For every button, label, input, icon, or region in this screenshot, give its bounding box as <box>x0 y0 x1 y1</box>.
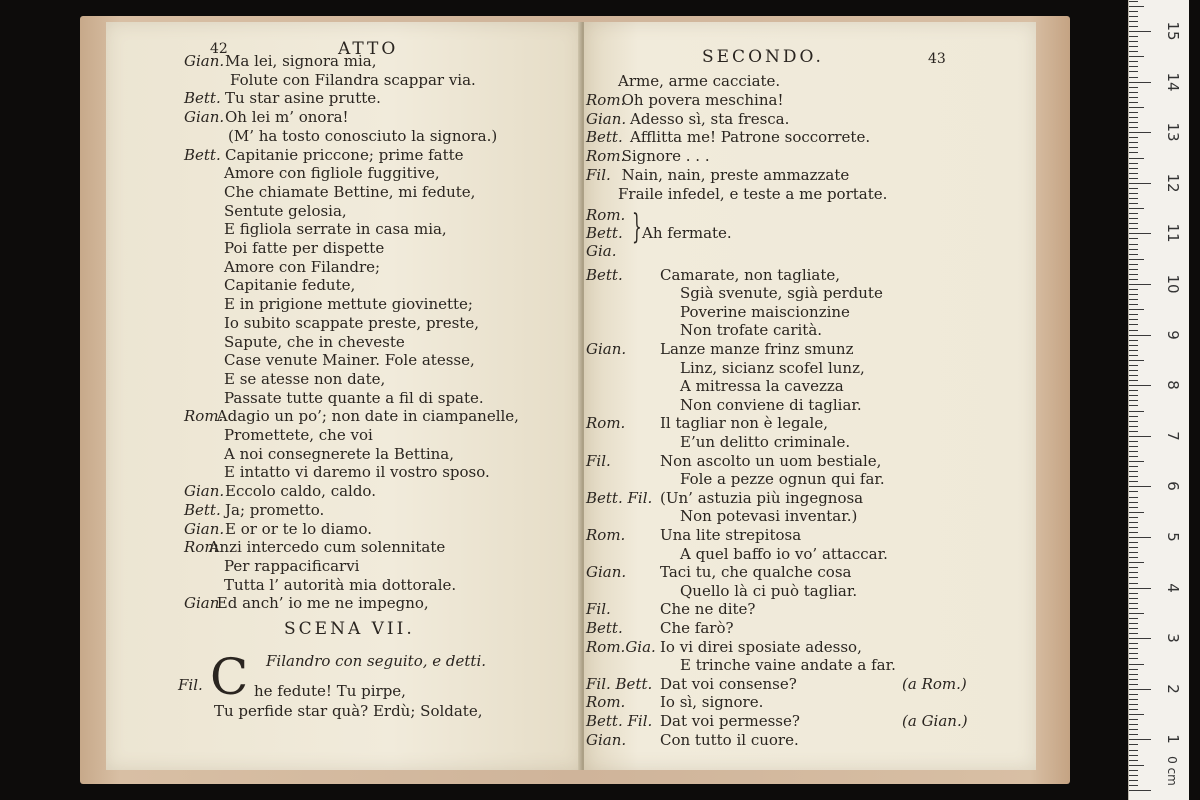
ruler-tick <box>1129 593 1138 594</box>
ruler-tick <box>1129 259 1144 260</box>
dialogue-line: E figliola serrate in casa mia, <box>224 220 447 239</box>
dialogue-line: Passate tutte quante a fil di spate. <box>224 388 484 407</box>
ruler-tick <box>1129 87 1138 88</box>
ruler-tick <box>1129 643 1138 644</box>
ruler-tick <box>1129 577 1138 578</box>
ruler-tick <box>1129 598 1138 599</box>
ruler-tick <box>1129 436 1151 437</box>
dialogue-line: Ma lei, signora mia, <box>225 52 377 70</box>
ruler-tick <box>1129 360 1144 361</box>
dialogue-line: E in prigione mettute giovinette; <box>224 295 473 314</box>
ruler-tick <box>1129 21 1138 22</box>
speaker-label: Fil. Bett. <box>586 674 653 693</box>
ruler-tick <box>1129 289 1138 290</box>
ruler-tick <box>1129 1 1138 2</box>
ruler-tick <box>1129 648 1138 649</box>
verse-line: Che farò? <box>660 619 734 637</box>
ruler-tick <box>1129 6 1144 7</box>
ruler-tick <box>1129 71 1138 72</box>
ruler-tick <box>1129 345 1138 346</box>
dialogue-line: Sapute, che in cheveste <box>224 332 405 351</box>
ruler-tick <box>1129 92 1138 93</box>
ruler-tick <box>1129 709 1138 710</box>
ruler-tick <box>1129 142 1138 143</box>
speaker-label: Gian. <box>586 563 627 582</box>
ruler-tick <box>1129 11 1138 12</box>
dialogue-line: Adagio un po’; non date in ciampanelle, <box>216 407 519 426</box>
ruler-tick <box>1129 51 1138 52</box>
ruler-number: 8 <box>1164 380 1182 390</box>
speaker-label: Fil. <box>586 600 611 619</box>
dialogue-line: Amore con Filandre; <box>224 257 381 276</box>
ruler-tick <box>1129 664 1144 665</box>
verse-line: Lanze manze frinz smunz <box>660 340 854 358</box>
verse-line: A mitressa la cavezza <box>680 377 844 396</box>
ruler-tick <box>1129 203 1138 204</box>
dialogue-line: Tu perfide star quà? Erdù; Soldate, <box>214 702 483 720</box>
speaker-label: Bett. <box>586 265 623 284</box>
right-page <box>584 22 1036 770</box>
dialogue-line: Tu star asine prutte. <box>225 89 381 108</box>
ruler-tick <box>1129 223 1138 224</box>
ruler-tick <box>1129 375 1138 376</box>
ruler-tick <box>1129 233 1151 234</box>
ruler-tick <box>1129 421 1138 422</box>
ruler-tick <box>1129 269 1138 270</box>
ruler-tick <box>1129 370 1138 371</box>
ruler-tick <box>1129 557 1138 558</box>
page-number-right: 43 <box>928 51 946 67</box>
ruler-tick <box>1129 324 1138 325</box>
ruler-tick <box>1129 127 1138 128</box>
ruler-tick <box>1129 755 1138 756</box>
ruler-tick <box>1129 497 1138 498</box>
ruler-tick <box>1129 744 1138 745</box>
ruler-tick <box>1129 340 1138 341</box>
ruler-tick <box>1129 669 1138 670</box>
speaker-label: Gian. <box>184 52 225 70</box>
ruler-tick <box>1129 471 1138 472</box>
ruler-tick <box>1129 719 1138 720</box>
verse-line: (Un’ astuzia più ingegnosa <box>660 488 864 507</box>
brace-glyph: } <box>632 206 642 247</box>
ruler-tick <box>1129 107 1144 108</box>
ruler-tick <box>1129 117 1138 118</box>
speaker-label: Fil. <box>586 166 611 184</box>
ruler-tick <box>1129 56 1144 57</box>
ruler-tick <box>1129 158 1144 159</box>
ruler-tick <box>1129 365 1138 366</box>
speaker-label: Rom <box>184 538 219 557</box>
stage-aside: (a Gian.) <box>902 712 968 730</box>
ruler-number: 6 <box>1164 481 1182 492</box>
dialogue-line: Promettete, che voi <box>224 426 373 444</box>
verse-line: Camarate, non tagliate, <box>660 265 841 284</box>
ruler-number: 2 <box>1164 684 1182 694</box>
speaker-label: Rom. <box>586 205 626 224</box>
speaker-label: Fil. <box>586 451 611 470</box>
ruler-tick <box>1129 466 1138 467</box>
ruler-tick <box>1129 734 1138 735</box>
ruler-number: 12 <box>1164 173 1182 193</box>
ruler-number: 7 <box>1164 431 1182 441</box>
ruler-tick <box>1129 527 1138 528</box>
ruler-tick <box>1129 304 1138 305</box>
dialogue-line: Ja; prometto. <box>225 500 325 519</box>
verse-line: Il tagliar non è legale, <box>660 414 828 433</box>
ruler-tick <box>1129 547 1138 548</box>
ruler-number: 14 <box>1164 72 1182 92</box>
verse-line: Io vi direi sposiate adesso, <box>660 637 862 656</box>
ruler-tick <box>1129 16 1138 17</box>
dialogue-line: E intatto vi daremo il vostro sposo. <box>224 463 490 482</box>
speaker-label: Gia. <box>586 241 617 260</box>
ruler-tick <box>1129 567 1138 568</box>
verse-line: Quello là ci può tagliar. <box>680 581 858 600</box>
ruler-tick <box>1129 147 1138 148</box>
ruler-number: 13 <box>1164 122 1182 142</box>
ruler-tick <box>1129 674 1138 675</box>
ruler-tick <box>1129 461 1144 462</box>
speaker-label: Fil. <box>178 676 203 694</box>
speaker-label: Bett. <box>586 619 623 637</box>
ruler-tick <box>1129 638 1151 639</box>
ruler-number: 5 <box>1164 532 1182 542</box>
verse-line: E trinche vaine andate a far. <box>680 656 896 675</box>
dialogue-line: Amore con figliole fuggitive, <box>224 164 440 183</box>
ruler-tick <box>1129 785 1138 786</box>
ruler-tick <box>1129 330 1138 331</box>
speaker-label: Gian. <box>586 340 627 358</box>
dialogue-line: Per rappacificarvi <box>224 556 360 575</box>
ruler-tick <box>1129 309 1144 310</box>
ruler-unit-label: 0 cm <box>1165 756 1179 786</box>
page-number-left: 42 <box>210 41 228 57</box>
ruler-tick <box>1129 491 1138 492</box>
ruler-tick <box>1129 198 1138 199</box>
speaker-label: Bett. <box>184 89 221 108</box>
verse-line: Una lite strepitosa <box>660 526 802 544</box>
dialogue-line: Poi fatte per dispette <box>224 239 385 257</box>
speaker-label: Bett. <box>586 128 623 147</box>
ruler-number: 4 <box>1164 582 1182 593</box>
ruler-tick <box>1129 405 1138 406</box>
ruler-tick <box>1129 314 1138 315</box>
speaker-label: Gian. <box>586 109 627 128</box>
dialogue-line: Che chiamate Bettine, mi fedute, <box>224 182 476 201</box>
ruler-tick <box>1129 173 1138 174</box>
ruler-tick <box>1129 122 1138 123</box>
dialogue-line: Folute con Filandra scappar via. <box>230 70 476 89</box>
verse-line: Poverine maiscionzine <box>680 302 850 321</box>
ruler-tick <box>1129 213 1138 214</box>
speaker-label: Gian. <box>184 482 225 501</box>
ruler-tick <box>1129 583 1138 584</box>
ruler-tick <box>1129 451 1138 452</box>
speaker-label: Bett. Fil. <box>586 488 653 507</box>
verse-line: Dat voi consense? <box>660 674 797 693</box>
verse-line: Sgià svenute, sgià perdute <box>680 284 883 303</box>
verse-line: Taci tu, che qualche cosa <box>660 563 852 582</box>
ruler-tick <box>1129 41 1138 42</box>
ruler-tick <box>1129 228 1138 229</box>
ruler-tick <box>1129 724 1138 725</box>
ruler-tick <box>1129 522 1138 523</box>
ruler-tick <box>1129 653 1138 654</box>
verse-line: Fole a pezze ognun qui far. <box>680 470 885 489</box>
ruler-tick <box>1129 502 1138 503</box>
dialogue-line: Sentute gelosia, <box>224 201 347 220</box>
ruler-tick <box>1129 512 1144 513</box>
ruler-tick <box>1129 628 1138 629</box>
ruler-number: 3 <box>1164 633 1182 643</box>
stage-direction: Filandro con seguito, e detti. <box>266 652 487 670</box>
ruler-tick <box>1129 284 1151 285</box>
speaker-label: Rom. <box>586 147 626 166</box>
dialogue-line: Adesso sì, sta fresca. <box>630 109 790 128</box>
verse-line: Non potevasi inventar.) <box>680 507 858 526</box>
dialogue-line: Case venute Mainer. Fole atesse, <box>224 351 475 370</box>
ruler-tick <box>1129 137 1138 138</box>
verse-line: Non ascolto un uom bestiale, <box>660 451 882 470</box>
ruler-tick <box>1129 244 1138 245</box>
ruler-tick <box>1129 26 1138 27</box>
speaker-label: Rom. <box>586 90 626 109</box>
ruler-tick <box>1129 97 1138 98</box>
speaker-label: Rom. <box>586 414 626 433</box>
ruler-number: 1 <box>1164 734 1182 745</box>
ruler-tick <box>1129 152 1138 153</box>
ruler-tick <box>1129 633 1138 634</box>
ruler-tick <box>1129 350 1138 351</box>
ruler-tick <box>1129 456 1138 457</box>
dialogue-line: Eccolo caldo, caldo. <box>225 482 376 501</box>
dialogue-line: E se atesse non date, <box>224 369 386 388</box>
ruler-tick <box>1129 517 1138 518</box>
ruler-tick <box>1129 254 1138 255</box>
dialogue-line: Afflitta me! Patrone soccorrete. <box>630 128 871 147</box>
ruler-tick <box>1129 193 1138 194</box>
dialogue-line: he fedute! Tu pirpe, <box>254 682 406 700</box>
dialogue-line: E or or te lo diamo. <box>225 519 373 538</box>
speaker-label: Bett. Fil. <box>586 712 653 730</box>
ruler-tick <box>1129 476 1138 477</box>
ruler-tick <box>1129 132 1151 133</box>
ruler-tick <box>1129 102 1138 103</box>
ruler-tick <box>1129 790 1151 791</box>
ruler-tick <box>1129 765 1144 766</box>
scene-title: SCENA VII. <box>284 619 415 639</box>
ruler-tick <box>1129 36 1138 37</box>
stage-aside: (a Rom.) <box>902 674 967 693</box>
ruler-tick <box>1129 603 1138 604</box>
ruler-tick <box>1129 658 1138 659</box>
ruler-tick <box>1129 486 1151 487</box>
ruler-tick <box>1129 82 1151 83</box>
ruler-tick <box>1129 739 1151 740</box>
ruler-tick <box>1129 608 1138 609</box>
ruler-tick <box>1129 760 1138 761</box>
ruler-tick <box>1129 385 1151 386</box>
ruler-tick <box>1129 770 1138 771</box>
ruler-tick <box>1129 532 1138 533</box>
ruler-tick <box>1129 507 1138 508</box>
dialogue-line: Arme, arme cacciate. <box>618 72 781 90</box>
dialogue-line: Signore . . . <box>621 147 710 166</box>
dialogue-line: Oh povera meschina! <box>621 90 784 109</box>
speaker-label: Rom. <box>184 407 224 426</box>
measuring-ruler <box>1128 0 1189 800</box>
speaker-label: Gian. <box>586 730 627 749</box>
ruler-tick <box>1129 441 1138 442</box>
dialogue-line: A noi consegnerete la Bettina, <box>224 444 455 463</box>
ruler-tick <box>1129 163 1138 164</box>
verse-line: Non trofate carità. <box>680 321 823 340</box>
ruler-tick <box>1129 689 1151 690</box>
ruler-tick <box>1129 542 1138 543</box>
ruler-tick <box>1129 77 1138 78</box>
drop-cap: C <box>210 648 249 706</box>
ruler-tick <box>1129 61 1138 62</box>
speaker-label: Bett. <box>184 145 221 164</box>
speaker-label: Gian. <box>184 519 225 538</box>
ruler-tick <box>1129 729 1138 730</box>
ruler-tick <box>1129 390 1138 391</box>
ruler-tick <box>1129 588 1151 589</box>
ruler-tick <box>1129 426 1138 427</box>
ruler-number: 15 <box>1164 21 1182 41</box>
speaker-label: Bett. <box>586 223 623 242</box>
ruler-tick <box>1129 355 1138 356</box>
dialogue-line: Oh lei m’ onora! <box>225 108 349 127</box>
dialogue-line: (M’ ha tosto conosciuto la signora.) <box>228 126 498 145</box>
ruler-tick <box>1129 112 1138 113</box>
ruler-tick <box>1129 431 1138 432</box>
ruler-tick <box>1129 400 1138 401</box>
ruler-tick <box>1129 411 1144 412</box>
running-header-right: SECONDO. <box>702 47 824 67</box>
dialogue-line: Anzi intercedo cum solennitate <box>208 538 446 557</box>
ruler-tick <box>1129 264 1138 265</box>
ruler-tick <box>1129 319 1138 320</box>
speaker-label: Rom. <box>586 693 626 712</box>
ruler-tick <box>1129 780 1138 781</box>
ruler-tick <box>1129 218 1138 219</box>
ruler-tick <box>1129 481 1138 482</box>
verse-line: Non conviene di tagliar. <box>680 395 862 414</box>
dialogue-line: Ah fermate. <box>642 223 732 242</box>
dialogue-line: Ed anch’ io me ne impegno, <box>216 594 429 613</box>
ruler-tick <box>1129 775 1138 776</box>
ruler-tick <box>1129 416 1138 417</box>
ruler-tick <box>1129 714 1144 715</box>
verse-line: Con tutto il cuore. <box>660 730 799 749</box>
ruler-tick <box>1129 623 1138 624</box>
ruler-tick <box>1129 274 1138 275</box>
ruler-tick <box>1129 66 1138 67</box>
ruler-tick <box>1129 380 1138 381</box>
ruler-tick <box>1129 613 1144 614</box>
ruler-tick <box>1129 249 1138 250</box>
speaker-label: Gian. <box>184 108 225 127</box>
dialogue-line: Nain, nain, preste ammazzate <box>621 166 850 184</box>
ruler-tick <box>1129 279 1138 280</box>
ruler-tick <box>1129 335 1151 336</box>
ruler-tick <box>1129 446 1138 447</box>
dialogue-line: Io subito scappate preste, preste, <box>224 313 479 332</box>
ruler-tick <box>1129 750 1138 751</box>
verse-line: Linz, sicianz scofel lunz, <box>680 358 865 377</box>
dialogue-line: Fraile infedel, e teste a me portate. <box>618 184 888 203</box>
ruler-tick <box>1129 537 1151 538</box>
ruler-tick <box>1129 699 1138 700</box>
ruler-number: 11 <box>1164 223 1182 243</box>
ruler-tick <box>1129 684 1138 685</box>
ruler-tick <box>1129 552 1138 553</box>
ruler-tick <box>1129 168 1138 169</box>
ruler-tick <box>1129 572 1138 573</box>
dialogue-line: Capitanie fedute, <box>224 276 356 295</box>
verse-line: Dat voi permesse? <box>660 712 800 730</box>
ruler-number: 10 <box>1164 274 1182 294</box>
left-page <box>106 22 582 770</box>
speaker-label: Rom.Gia. <box>586 637 656 656</box>
ruler-tick <box>1129 679 1138 680</box>
ruler-tick <box>1129 188 1138 189</box>
speaker-label: Bett. <box>184 500 221 519</box>
dialogue-line: Capitanie priccone; prime fatte <box>225 145 464 164</box>
ruler-number: 9 <box>1164 329 1182 340</box>
ruler-tick <box>1129 294 1138 295</box>
ruler-tick <box>1129 618 1138 619</box>
speaker-label: Gian <box>184 594 220 613</box>
ruler-tick <box>1129 178 1138 179</box>
verse-line: E’un delitto criminale. <box>680 433 851 451</box>
ruler-tick <box>1129 562 1144 563</box>
verse-line: A quel baffo io vo’ attaccar. <box>680 544 888 563</box>
speaker-label: Rom. <box>586 526 626 544</box>
ruler-tick <box>1129 31 1151 32</box>
ruler-tick <box>1129 694 1138 695</box>
ruler-tick <box>1129 395 1138 396</box>
running-header-left: ATTO <box>338 39 399 59</box>
dialogue-line: Tutta l’ autorità mia dottorale. <box>224 575 457 594</box>
ruler-tick <box>1129 704 1138 705</box>
verse-line: Io sì, signore. <box>660 693 764 712</box>
verse-line: Che ne dite? <box>660 600 756 619</box>
ruler-tick <box>1129 238 1138 239</box>
ruler-tick <box>1129 299 1138 300</box>
ruler-tick <box>1129 46 1138 47</box>
ruler-tick <box>1129 183 1151 184</box>
ruler-tick <box>1129 208 1144 209</box>
